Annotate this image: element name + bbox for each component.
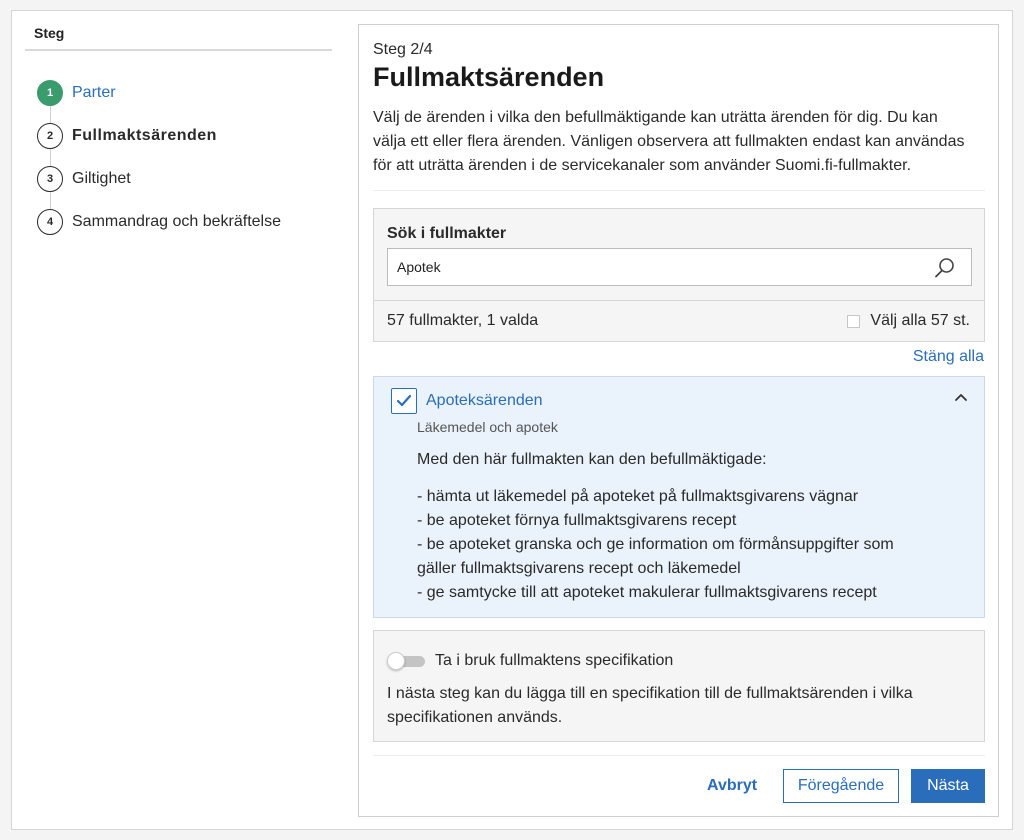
step-list [25, 71, 332, 243]
next-button[interactable]: Nästa [911, 769, 985, 803]
divider [374, 300, 984, 301]
chevron-up-icon[interactable] [954, 391, 968, 405]
mandate-permissions [417, 485, 937, 605]
step-item-sammandrag [37, 200, 332, 243]
list-item: - ge samtycke till att apoteket makulerar fullmaktsgivarens recept [417, 584, 877, 601]
previous-button[interactable]: Föregående [783, 769, 899, 803]
step-label: Giltighet [72, 169, 131, 187]
toggle-knob[interactable] [387, 652, 405, 670]
steps-sidebar [25, 15, 332, 243]
search-input-wrapper [387, 248, 972, 286]
page-title: Fullmaktsärenden [373, 62, 605, 92]
divider [373, 755, 985, 756]
list-item: - hämta ut läkemedel på apoteket på fullmaktsgivarens vägnar [417, 488, 859, 505]
step-item-fullmaktsarenden [37, 114, 332, 157]
mandate-intro: Med den här fullmakten kan den befullmäktigade: [417, 451, 767, 468]
search-label: Sök i fullmakter [387, 225, 507, 242]
step-item-parter[interactable] [37, 71, 332, 114]
mandate-subtitle: Läkemedel och apotek [417, 419, 558, 435]
checkmark-icon [396, 394, 412, 408]
step-label: Fullmaktsärenden [72, 126, 217, 144]
search-input[interactable] [388, 249, 971, 285]
step-label[interactable]: Parter [72, 83, 116, 101]
checkbox-box[interactable] [847, 315, 860, 328]
step-number: 3 [37, 166, 63, 192]
select-all-checkbox[interactable] [847, 312, 970, 330]
cancel-button[interactable]: Avbryt [697, 769, 767, 803]
list-item: - be apoteket förnya fullmaktsgivarens recept [417, 512, 737, 529]
select-all-label[interactable]: Välj alla 57 st. [870, 312, 970, 329]
specification-panel [373, 630, 985, 742]
specification-toggle[interactable] [387, 652, 425, 670]
specification-label[interactable]: Ta i bruk fullmaktens specifikation [435, 652, 674, 669]
step-number: 1 [37, 80, 63, 106]
mandate-card-apoteksarenden [373, 376, 985, 618]
mandate-title[interactable]: Apoteksärenden [426, 392, 543, 409]
search-icon[interactable] [934, 257, 956, 279]
step-counter: Steg 2/4 [373, 41, 433, 58]
result-count: 57 fullmakter, 1 valda [387, 312, 539, 329]
list-item: - be apoteket granska och ge information om förmånsuppgifter som gäller fullmaktsgivarens recept och läkemedel [417, 536, 894, 577]
specification-description: I nästa steg kan du lägga till en specifikation till de fullmaktsärenden i vilka specifikationen används. [387, 685, 913, 726]
intro-text: Välj de ärenden i vilka den befullmäktigande kan uträtta ärenden för dig. Du kan välja ett eller flera ärenden. Vänligen observera att fullmakten endast kan användas för att uträtta ärenden i de servicekanaler som använder Suomi.fi-fullmakter. [373, 109, 965, 174]
search-panel [373, 208, 985, 342]
step-number: 4 [37, 209, 63, 235]
step-number: 2 [37, 123, 63, 149]
main-panel [358, 24, 999, 817]
close-all-link[interactable]: Stäng alla [912, 348, 984, 365]
step-item-giltighet [37, 157, 332, 200]
mandate-checkbox[interactable] [391, 388, 417, 414]
step-label: Sammandrag och bekräftelse [72, 212, 281, 230]
sidebar-title: Steg [25, 15, 332, 51]
divider [373, 190, 985, 191]
